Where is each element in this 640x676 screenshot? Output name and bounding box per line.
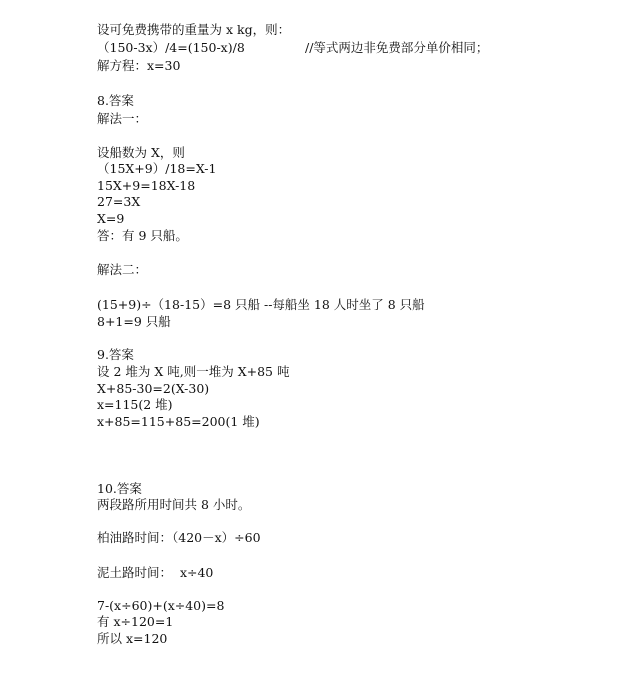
text-line: 柏油路时间：（420－x）÷60 (97, 530, 261, 545)
text-line: 解法一： (97, 111, 148, 126)
text-line: 所以 x=120 (97, 631, 168, 646)
text-line: 15X+9=18X-18 (97, 178, 196, 193)
section-heading: 8.答案 (97, 93, 134, 108)
text-line: x=115(2 堆) (97, 397, 173, 412)
text-line: 两段路所用时间共 8 小时。 (97, 497, 251, 512)
text-line: 设船数为 X，则 (97, 145, 185, 160)
section-heading: 9.答案 (97, 347, 134, 362)
text-line: X=9 (97, 211, 125, 226)
text-line: 有 x÷120=1 (97, 614, 174, 629)
text-line: 设可免费携带的重量为 x kg，则： (97, 22, 291, 37)
text-line: 泥土路时间： x÷40 (97, 565, 214, 580)
text-line: (15+9)÷（18-15）=8 只船 --每船坐 18 人时坐了 8 只船 (97, 297, 425, 312)
text-line: 27=3X (97, 194, 141, 209)
section-heading: 10.答案 (97, 481, 142, 496)
text-line: （150-3x）/4=(150-x)/8 (97, 40, 245, 55)
text-line: 7-(x÷60)+(x÷40)=8 (97, 598, 225, 613)
text-line: 解法二： (97, 262, 148, 277)
text-line: 设 2 堆为 X 吨,则一堆为 X+85 吨 (97, 364, 290, 379)
text-line: 答：有 9 只船。 (97, 228, 188, 243)
text-line: X+85-30=2(X-30) (97, 381, 210, 396)
text-line: 8+1=9 只船 (97, 314, 171, 329)
text-line: 解方程：x=30 (97, 58, 181, 73)
text-comment: //等式两边非免费部分单价相同； (305, 40, 489, 55)
text-line: x+85=115+85=200(1 堆) (97, 414, 260, 429)
text-line: （15X+9）/18=X-1 (97, 161, 217, 176)
